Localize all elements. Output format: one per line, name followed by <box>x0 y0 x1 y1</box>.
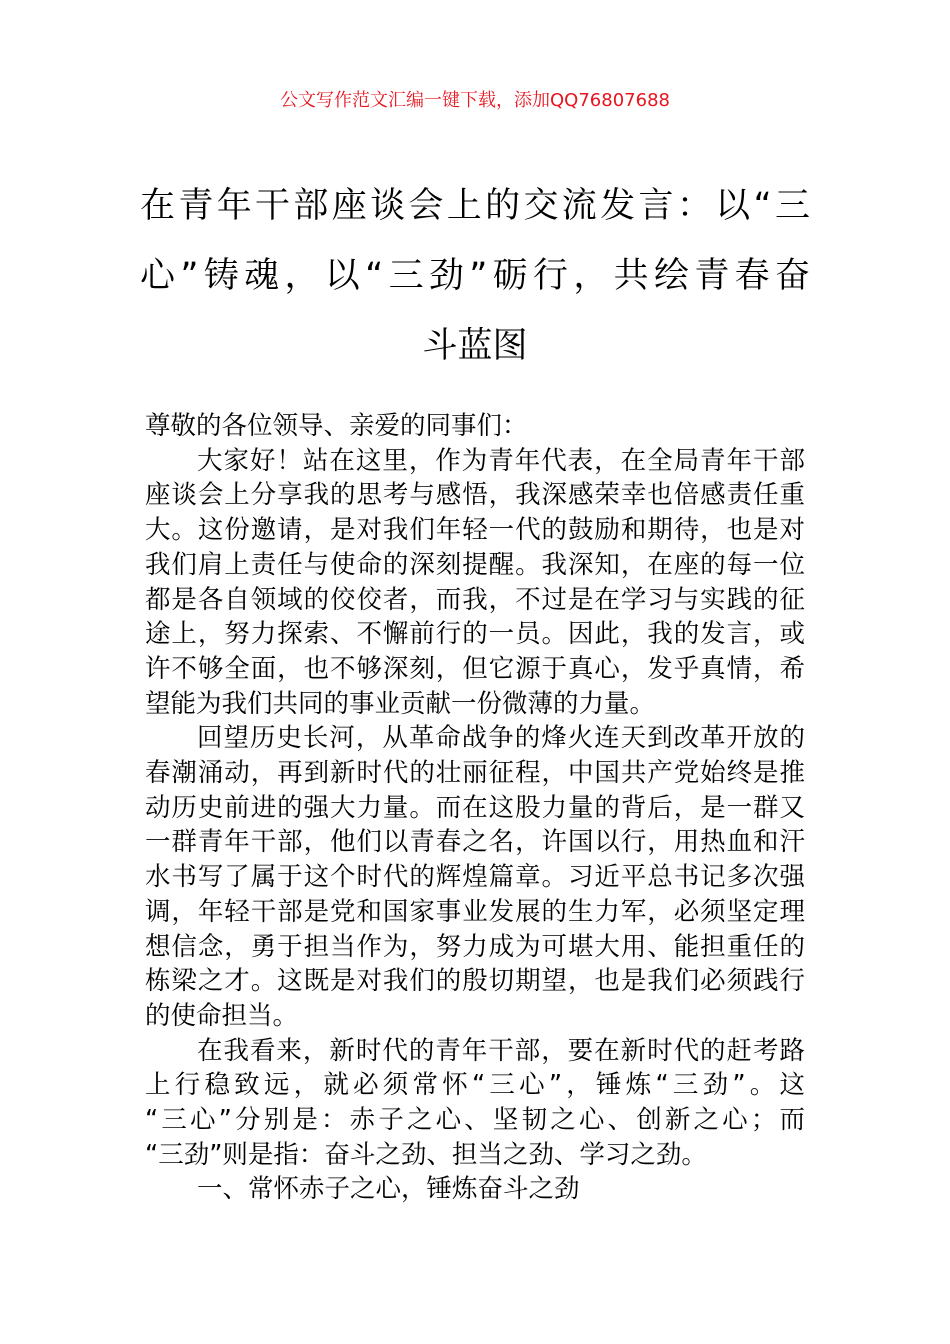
paragraph-line: 水书写了属于这个时代的辉煌篇章。习近平总书记多次强 <box>145 862 805 893</box>
paragraph-line: 座谈会上分享我的思考与感悟，我深感荣幸也倍感责任重 <box>145 480 805 511</box>
paragraph-line: 我们肩上责任与使命的深刻提醒。我深知，在座的每一位 <box>145 549 805 580</box>
section-heading: 一、常怀赤子之心，锤炼奋斗之劲 <box>197 1174 580 1205</box>
download-banner: 公文写作范文汇编一键下载，添加QQ76807688 <box>280 90 670 111</box>
paragraph-line: “三心”分别是：赤子之心、坚韧之心、创新之心；而 <box>145 1105 805 1135</box>
document-title-line-2: 心”铸魂，以“三劲”砺行，共绘青春奋 <box>140 256 810 296</box>
paragraph-line: 都是各自领域的佼佼者，而我，不过是在学习与实践的征 <box>145 584 805 615</box>
paragraph-line: 在我看来，新时代的青年干部，要在新时代的赶考路 <box>197 1035 805 1066</box>
paragraph-line: 大家好！站在这里，作为青年代表，在全局青年干部 <box>197 445 805 476</box>
paragraph-line: 调，年轻干部是党和国家事业发展的生力军，必须坚定理 <box>145 896 805 927</box>
paragraph-line: 上行稳致远，就必须常怀“三心”，锤炼“三劲”。这 <box>145 1070 805 1101</box>
paragraph-line: 望能为我们共同的事业贡献一份微薄的力量。 <box>145 688 656 719</box>
paragraph-line: “三劲”则是指：奋斗之劲、担当之劲、学习之劲。 <box>145 1139 707 1170</box>
paragraph-line: 回望历史长河，从革命战争的烽火连天到改革开放的 <box>197 723 805 754</box>
paragraph-line: 动历史前进的强大力量。而在这股力量的背后，是一群又 <box>145 792 805 823</box>
paragraph-line: 栋梁之才。这既是对我们的殷切期望，也是我们必须践行 <box>145 966 805 997</box>
paragraph-line: 途上，努力探索、不懈前行的一员。因此，我的发言，或 <box>145 619 805 650</box>
paragraph-line: 想信念，勇于担当作为，努力成为可堪大用、能担重任的 <box>145 931 805 962</box>
greeting-line: 尊敬的各位领导、亲爱的同事们： <box>145 411 528 441</box>
paragraph-line: 大。这份邀请，是对我们年轻一代的鼓励和期待，也是对 <box>145 515 805 546</box>
document-title-line-1: 在青年干部座谈会上的交流发言：以“三 <box>140 186 810 226</box>
document-title-line-3: 斗蓝图 <box>422 326 528 366</box>
paragraph-line: 的使命担当。 <box>145 1000 299 1031</box>
paragraph-line: 一群青年干部，他们以青春之名，许国以行，用热血和汗 <box>145 827 805 858</box>
paragraph-line: 春潮涌动，再到新时代的壮丽征程，中国共产党始终是推 <box>145 758 805 788</box>
paragraph-line: 许不够全面，也不够深刻，但它源于真心，发乎真情，希 <box>145 653 805 684</box>
